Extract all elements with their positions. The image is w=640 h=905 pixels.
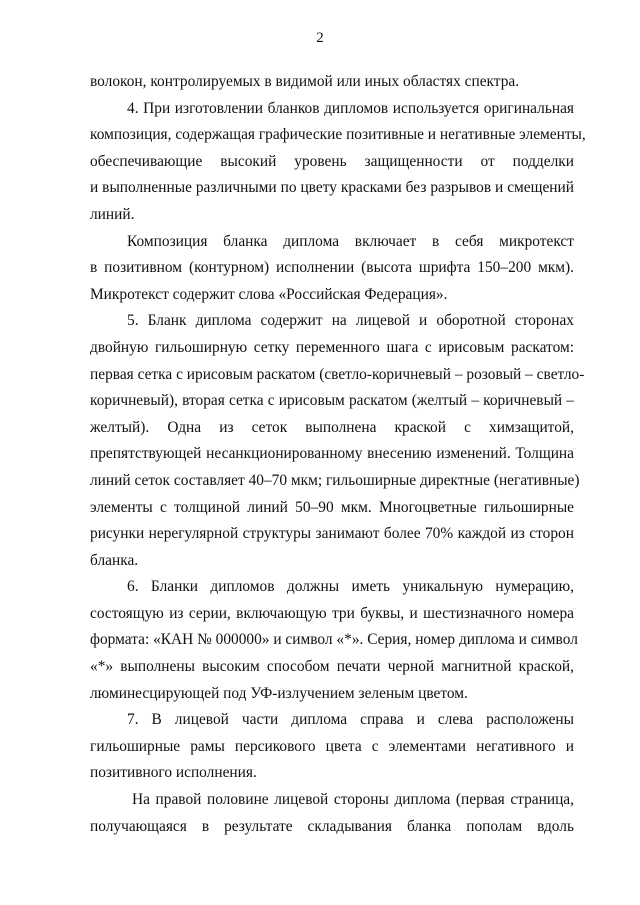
text-line: в позитивном (контурном) исполнении (высота шрифта 150–200 мкм). xyxy=(90,259,574,277)
text-line: Микротекст содержит слова «Российская Федерация». xyxy=(90,285,448,303)
text-line: обеспечивающие высокий уровень защищенности от подделки xyxy=(90,152,574,170)
text-line: «*» выполнены высоким способом печати черной магнитной краской, xyxy=(90,658,574,676)
text-line: желтый). Одна из сеток выполнена краской с химзащитой, xyxy=(90,418,574,436)
paragraph-item-5 xyxy=(90,308,585,574)
text-line: рисунки нерегулярной структуры занимают более 70% каждой из сторон xyxy=(90,525,574,543)
paragraph xyxy=(90,69,574,96)
text-line: 5. Бланк диплома содержит на лицевой и оборотной сторонах xyxy=(127,312,574,330)
body-text xyxy=(90,69,586,840)
text-line: двойную гильоширную сетку переменного шага с ирисовым раскатом: xyxy=(90,338,574,356)
paragraph-item-7 xyxy=(90,707,574,787)
text-line: гильоширные рамы персикового цвета с элементами негативного и xyxy=(90,737,574,755)
text-line: препятствующей несанкционированному внесению изменений. Толщина xyxy=(90,445,574,463)
text-line: волокон, контролируемых в видимой или иных областях спектра. xyxy=(90,73,520,90)
text-line: На правой половине лицевой стороны диплома (первая страница, xyxy=(132,791,574,809)
page-number: 2 xyxy=(316,30,324,46)
text-line: состоящую из серии, включающую три буквы, и шестизначного номера xyxy=(90,604,574,622)
paragraph-microtext xyxy=(90,229,574,309)
paragraph-right-half xyxy=(90,787,574,840)
text-line: 6. Бланки дипломов должны иметь уникальную нумерацию, xyxy=(127,578,574,596)
text-line: и выполненные различными по цвету красками без разрывов и смещений xyxy=(90,179,574,197)
text-line: коричневый), вторая сетка с ирисовым раскатом (желтый – коричневый – xyxy=(90,392,574,410)
text-line: позитивного исполнения. xyxy=(90,764,257,782)
text-line: линий. xyxy=(90,205,135,223)
text-line: формата: «КАН № 000000» и символ «*». Серия, номер диплома и символ xyxy=(90,631,578,649)
text-line: люминесцирующей под УФ-излучением зеленым цветом. xyxy=(90,684,468,702)
paragraph-item-4 xyxy=(90,96,586,229)
paragraph-item-6 xyxy=(90,574,578,707)
text-line: Композиция бланка диплома включает в себя микротекст xyxy=(127,232,574,250)
text-line: первая сетка с ирисовым раскатом (светло-коричневый – розовый – светло- xyxy=(90,365,585,383)
text-line: 4. При изготовлении бланков дипломов используется оригинальная xyxy=(127,99,574,117)
text-line: линий сеток составляет 40–70 мкм; гильоширные директные (негативные) xyxy=(90,471,580,489)
text-line: элементы с толщиной линий 50–90 мкм. Многоцветные гильоширные xyxy=(90,498,574,516)
text-line: бланка. xyxy=(90,551,139,569)
text-line: получающаяся в результате складывания бланка пополам вдоль xyxy=(90,817,574,835)
text-line: композиция, содержащая графические позитивные и негативные элементы, xyxy=(90,126,586,144)
text-line: 7. В лицевой части диплома справа и слева расположены xyxy=(127,711,574,729)
